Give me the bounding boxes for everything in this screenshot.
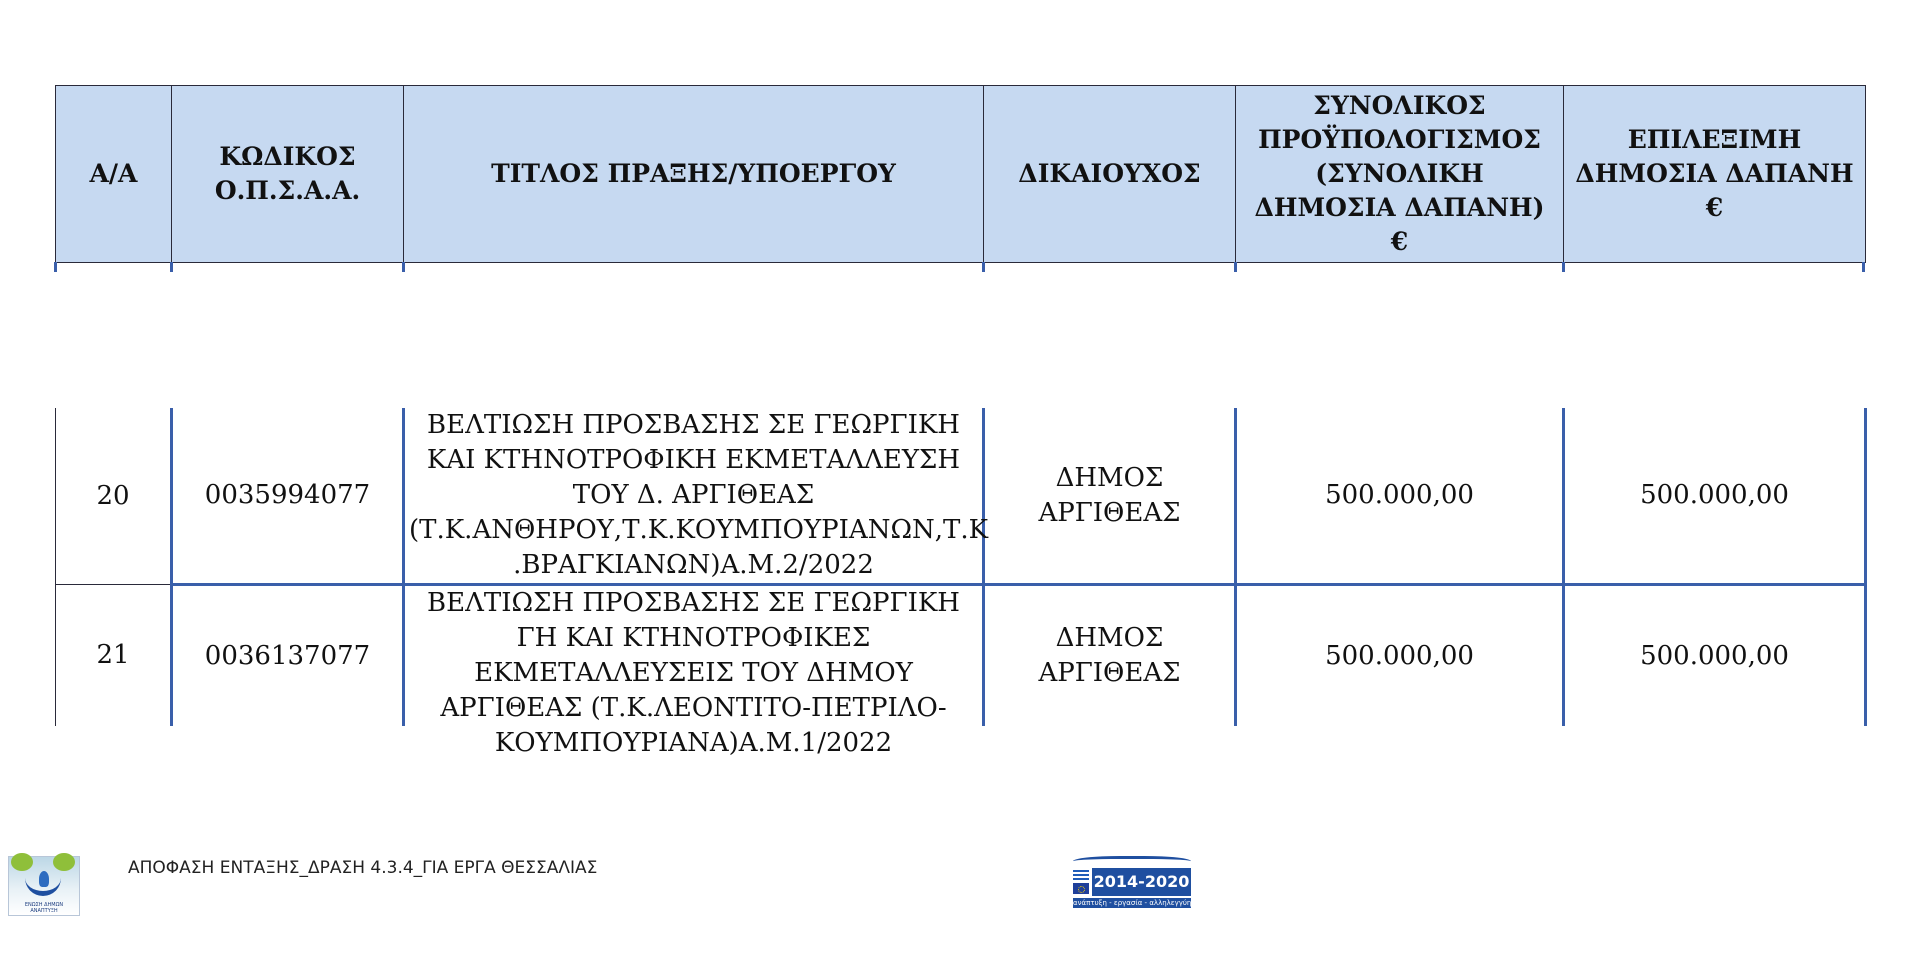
header-title: ΤΙΤΛΟΣ ΠΡΑΞΗΣ/ΥΠΟΕΡΓΟΥ [404, 86, 984, 263]
column-tick [1234, 262, 1237, 272]
column-tick [1562, 262, 1565, 272]
column-tick [54, 262, 57, 272]
cell-title [404, 585, 984, 758]
greek-flag-icon [1073, 870, 1089, 881]
cell-title-text: ΒΕΛΤΙΩΣΗ ΠΡΟΣΒΑΣΗΣ ΣΕ ΓΕΩΡΓΙΚΗ ΚΑΙ ΚΤΗΝΟΤΡΟΦΙΚΗ ΕΚΜΕΤΑΛΛΕΥΣΗ ΤΟΥ Δ. ΑΡΓΙΘΕΑΣ (Τ.Κ.ΑΝΘΗΡΟΥ,Τ.Κ.ΚΟΥΜΠΟΥΡΙΑΝΩΝ,Τ.Κ .ΒΡΑΓΚΙΑΝΩΝ)Α.Μ.2/2022 [409, 410, 989, 580]
cell-title [404, 408, 989, 585]
cell-eligible-expense: 500.000,00 [1564, 408, 1866, 585]
header-total-budget: ΣΥΝΟΛΙΚΟΣ ΠΡΟΫΠΟΛΟΓΙΣΜΟΣ (ΣΥΝΟΛΙΚΗ ΔΗΜΟΣΙΑ ΔΑΠΑΝΗ) € [1236, 86, 1564, 263]
header-beneficiary: ΔΙΚΑΙΟΥΧΟΣ [984, 86, 1236, 263]
cell-eligible-expense: 500.000,00 [1564, 585, 1866, 727]
leaf-icon [53, 853, 75, 871]
header-column-ticks [55, 262, 1865, 272]
column-tick [982, 262, 985, 272]
header-aa: Α/Α [56, 86, 172, 263]
column-tick [1862, 262, 1865, 272]
cell-aa: 20 [56, 408, 172, 585]
union-logo-text: ΕΝΩΣΗ ΔΗΜΩΝ ΑΝΑΠΤΥΞΗ [24, 902, 64, 914]
cell-title-text: ΒΕΛΤΙΩΣΗ ΠΡΟΣΒΑΣΗΣ ΣΕ ΓΕΩΡΓΙΚΗ ΓΗ ΚΑΙ ΚΤΗΝΟΤΡΟΦΙΚΕΣ ΕΚΜΕΤΑΛΛΕΥΣΕΙΣ ΤΟΥ ΔΗΜΟΥ ΑΡΓΙΘΕΑΣ (Τ.Κ.ΛΕΟΝΤΙΤΟ-ΠΕΤΡΙΛΟ-ΚΟΥΜΠΟΥΡΙΑΝΑ)Α.Μ.1/2022 [427, 588, 960, 758]
footer-caption: ΑΠΟΦΑΣΗ ΕΝΤΑΞΗΣ_ΔΡΑΣΗ 4.3.4_ΓΙΑ ΕΡΓΑ ΘΕΣΣΑΛΙΑΣ [128, 858, 598, 878]
header-row [56, 86, 1866, 263]
union-logo [8, 856, 80, 916]
espa-years: 2014-2020 [1092, 868, 1191, 896]
cell-code: 0035994077 [172, 408, 404, 585]
table-header [55, 85, 1866, 263]
cell-aa: 21 [56, 585, 172, 727]
figure-icon [39, 871, 49, 887]
cell-total-budget: 500.000,00 [1236, 408, 1564, 585]
cell-code: 0036137077 [172, 585, 404, 727]
column-tick [402, 262, 405, 272]
eu-flag-icon [1073, 883, 1089, 894]
header-eligible-expense: ΕΠΙΛΕΞΙΜΗ ΔΗΜΟΣΙΑ ΔΑΠΑΝΗ € [1564, 86, 1866, 263]
cell-beneficiary: ΔΗΜΟΣ ΑΡΓΙΘΕΑΣ [984, 408, 1236, 585]
leaf-icon [11, 853, 33, 871]
column-tick [170, 262, 173, 272]
cell-total-budget: 500.000,00 [1236, 585, 1564, 727]
header-code: ΚΩΔΙΚΟΣ Ο.Π.Σ.Α.Α. [172, 86, 404, 263]
data-table [55, 408, 1867, 758]
cell-title-clip [409, 586, 978, 758]
table-row [56, 585, 1866, 727]
table-row [56, 408, 1866, 585]
cell-beneficiary: ΔΗΜΟΣ ΑΡΓΙΘΕΑΣ [984, 585, 1236, 727]
espa-tagline: ανάπτυξη - εργασία - αλληλεγγύη [1073, 899, 1192, 907]
espa-logo [1073, 856, 1191, 908]
